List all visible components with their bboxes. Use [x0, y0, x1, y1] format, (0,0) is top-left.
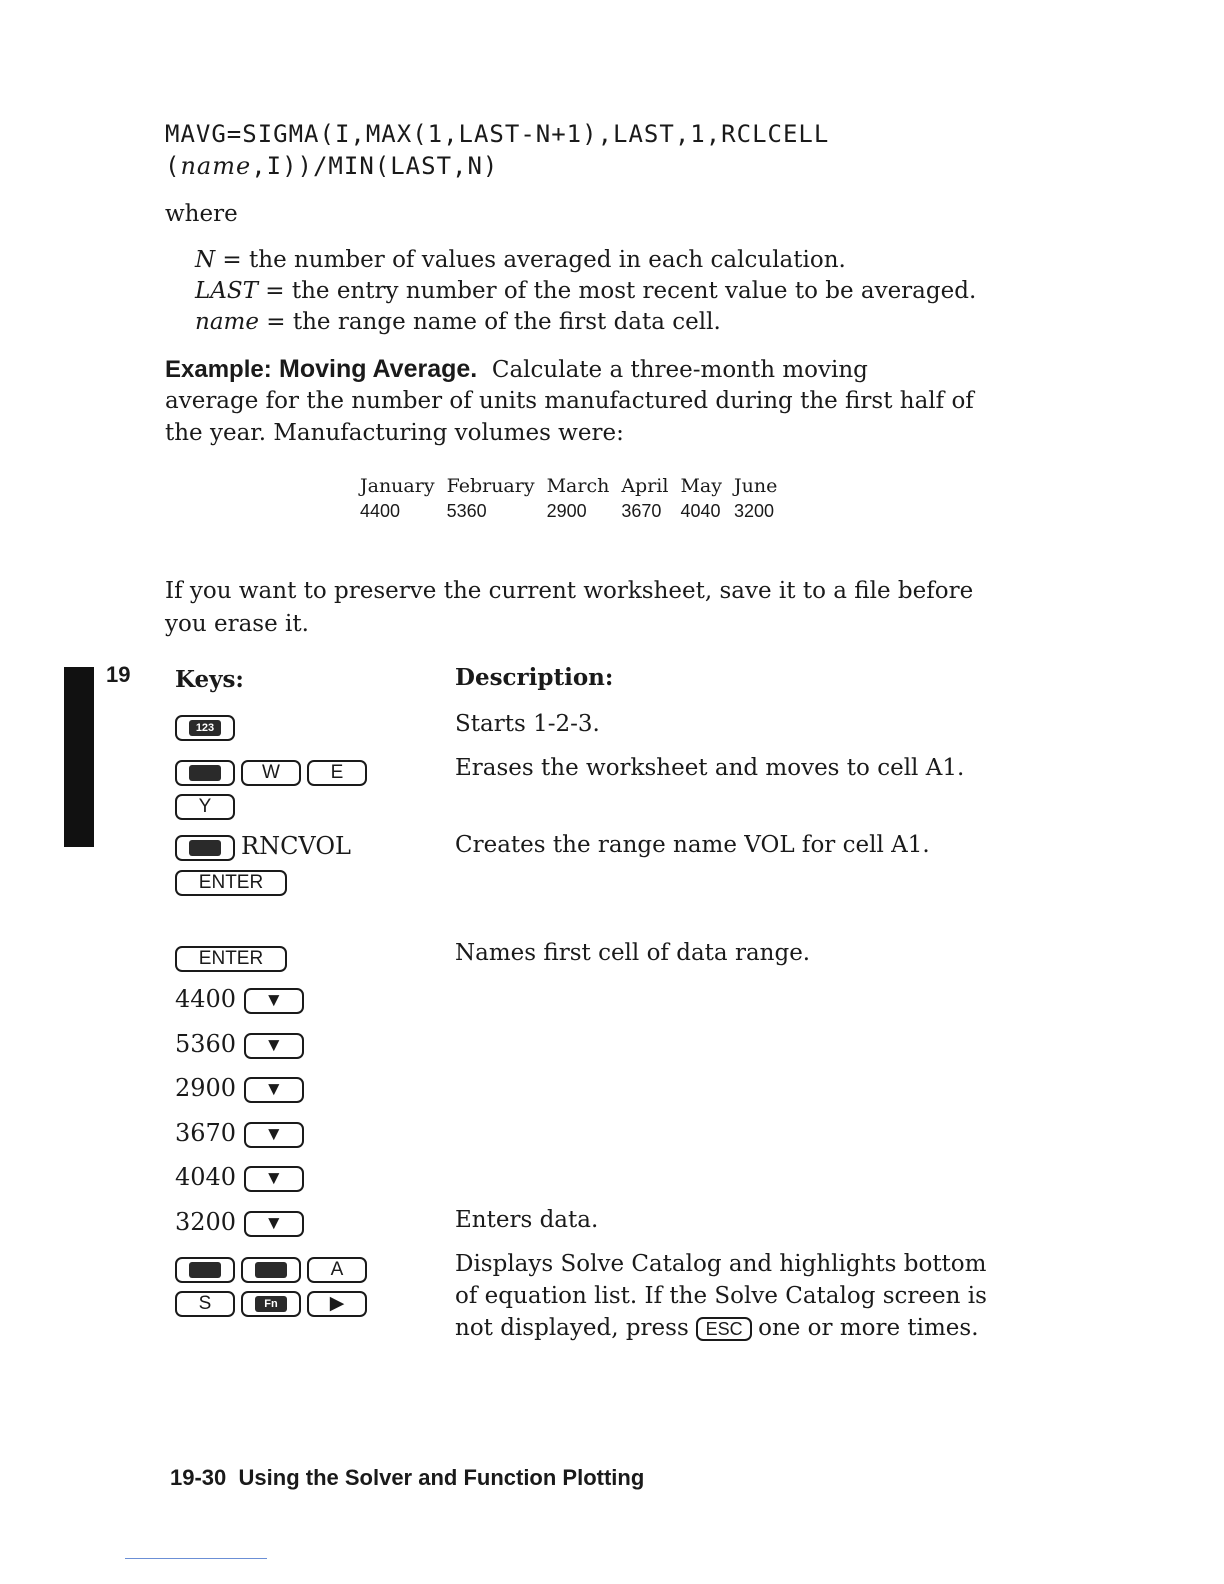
- desc-erases: Erases the worksheet and moves to cell A1.: [455, 755, 965, 781]
- month-cell: January: [360, 475, 435, 497]
- definition-last: [195, 275, 976, 307]
- key-123-face: 123: [189, 720, 221, 736]
- typed-rncvol: RNCVOL: [241, 832, 351, 860]
- entry-row: [175, 1072, 310, 1104]
- key-menu[interactable]: [175, 760, 235, 786]
- definition-text: = the range name of the first data cell.: [258, 309, 721, 335]
- entry-value: 3200: [175, 1208, 237, 1236]
- key-123[interactable]: [175, 715, 235, 741]
- chapter-tab-bar: [64, 667, 94, 847]
- month-cell: March: [546, 475, 610, 497]
- key-e[interactable]: E: [307, 760, 367, 786]
- desc-enters: Enters data.: [455, 1207, 599, 1233]
- desc-text: one or more times.: [758, 1315, 979, 1341]
- formula-line-2: [165, 150, 498, 182]
- key-esc[interactable]: ESC: [696, 1317, 752, 1341]
- entry-value: 5360: [175, 1030, 237, 1058]
- entry-row: [175, 1206, 310, 1238]
- volumes-row: [360, 501, 789, 526]
- definition-name: [195, 306, 721, 338]
- desc-names: Names first cell of data range.: [455, 940, 811, 966]
- definition-term: LAST: [195, 278, 258, 304]
- definition-term: N: [195, 247, 216, 273]
- where-label: where: [165, 201, 238, 227]
- key-menu[interactable]: [175, 835, 235, 861]
- entry-value: 4040: [175, 1163, 237, 1191]
- definition-term: name: [195, 309, 259, 335]
- keys-row-solve: [175, 1252, 373, 1284]
- keys-row-names: [175, 941, 293, 973]
- example-line-2: average for the number of units manufactured during the first half of: [165, 388, 974, 414]
- volume-cell: 4400: [360, 501, 401, 521]
- key-enter[interactable]: ENTER: [175, 946, 287, 972]
- volume-cell: 2900: [546, 501, 587, 521]
- desc-displays-1: Displays Solve Catalog and highlights bottom: [455, 1251, 987, 1277]
- description-header: Description:: [455, 664, 614, 691]
- month-cell: May: [680, 475, 722, 497]
- keys-row-range-2: [175, 865, 293, 897]
- key-solve[interactable]: [175, 1257, 235, 1283]
- key-s[interactable]: S: [175, 1291, 235, 1317]
- example-label: Example:: [165, 356, 272, 383]
- entry-row: [175, 1028, 310, 1060]
- formula-name-var: name: [180, 152, 252, 180]
- key-down[interactable]: ▼: [244, 1033, 304, 1059]
- volume-cell: 4040: [680, 501, 721, 521]
- page-footer: [170, 1465, 644, 1491]
- keys-row-range: [175, 830, 351, 862]
- definition-n: [195, 244, 846, 276]
- example-title: Moving Average.: [279, 355, 478, 383]
- key-menu[interactable]: [241, 1257, 301, 1283]
- preserve-line-2: you erase it.: [165, 611, 309, 637]
- entry-value: 3670: [175, 1119, 237, 1147]
- desc-starts: Starts 1-2-3.: [455, 711, 600, 737]
- key-down[interactable]: ▼: [244, 1211, 304, 1237]
- desc-displays-3: [455, 1312, 979, 1344]
- formula-rest: ,I))/MIN(LAST,N): [251, 152, 499, 180]
- volume-cell: 5360: [446, 501, 487, 521]
- keys-row-erase-2: [175, 789, 241, 821]
- key-fn-face: Fn: [255, 1296, 287, 1312]
- keys-row-solve-2: [175, 1286, 373, 1318]
- keys-row-erase: [175, 755, 373, 787]
- months-row: [360, 475, 789, 501]
- key-down[interactable]: ▼: [244, 1077, 304, 1103]
- example-line-3: the year. Manufacturing volumes were:: [165, 420, 624, 446]
- volume-cell: 3200: [733, 501, 775, 521]
- desc-creates: Creates the range name VOL for cell A1.: [455, 832, 930, 858]
- key-down[interactable]: ▼: [244, 1122, 304, 1148]
- key-enter[interactable]: ENTER: [175, 870, 287, 896]
- chapter-tab-number: 19: [106, 662, 131, 687]
- key-a[interactable]: A: [307, 1257, 367, 1283]
- example-text: Calculate a three-month moving: [491, 357, 868, 383]
- definition-text: = the entry number of the most recent value to be averaged.: [257, 278, 977, 304]
- volumes-table: [360, 475, 789, 526]
- desc-text: not displayed, press: [455, 1315, 689, 1341]
- month-cell: April: [621, 475, 669, 497]
- formula-paren: (: [165, 152, 181, 180]
- key-down[interactable]: ▼: [244, 988, 304, 1014]
- month-cell: February: [446, 475, 535, 497]
- key-right[interactable]: ▶: [307, 1291, 367, 1317]
- volume-cell: 3670: [621, 501, 662, 521]
- key-w[interactable]: W: [241, 760, 301, 786]
- keys-row-start: [175, 710, 241, 742]
- keys-header: Keys:: [175, 666, 244, 693]
- preserve-line-1: If you want to preserve the current worksheet, save it to a file before: [165, 578, 974, 604]
- key-fn[interactable]: [241, 1291, 301, 1317]
- definition-text: = the number of values averaged in each calculation.: [215, 247, 846, 273]
- chapter-title: Using the Solver and Function Plotting: [238, 1465, 645, 1490]
- entry-value: 2900: [175, 1074, 237, 1102]
- example-line-1: [165, 353, 868, 386]
- entry-row: [175, 1161, 310, 1193]
- entry-value: 4400: [175, 985, 237, 1013]
- page-number: 19-30: [170, 1465, 227, 1490]
- formula-line-1: MAVG=SIGMA(I,MAX(1,LAST-N+1),LAST,1,RCLCELL: [165, 120, 830, 148]
- month-cell: June: [733, 475, 778, 497]
- bottom-rule: [125, 1558, 267, 1559]
- entry-row: [175, 1117, 310, 1149]
- entry-row: [175, 983, 310, 1015]
- key-down[interactable]: ▼: [244, 1166, 304, 1192]
- desc-displays-2: of equation list. If the Solve Catalog screen is: [455, 1283, 987, 1309]
- key-y[interactable]: Y: [175, 794, 235, 820]
